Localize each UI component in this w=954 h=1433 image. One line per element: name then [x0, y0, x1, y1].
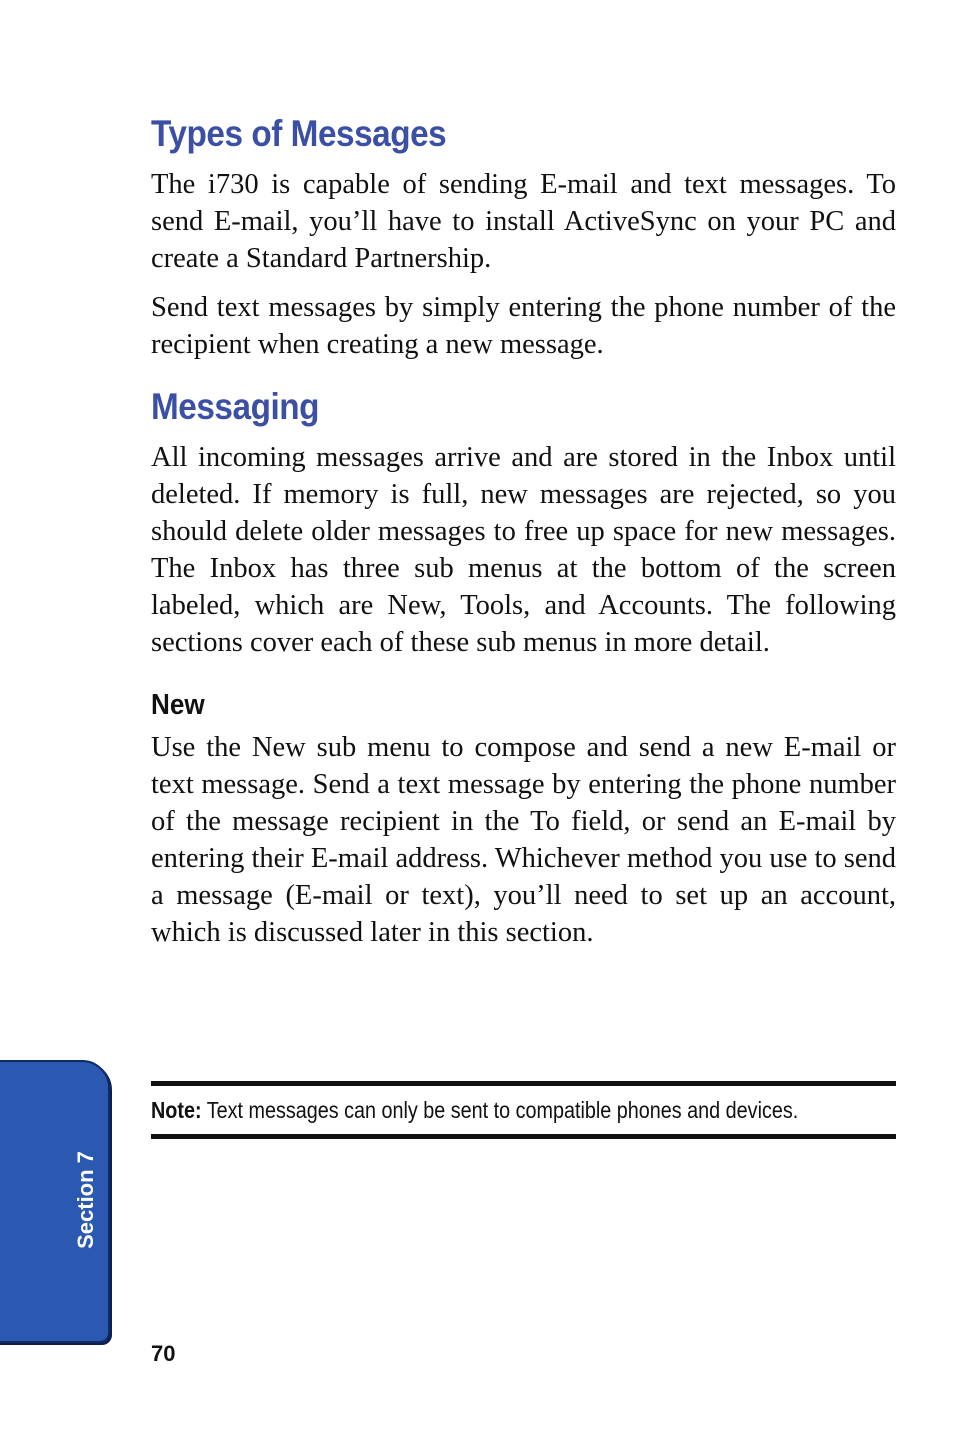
note-label: Note: [151, 1097, 202, 1123]
paragraph-types-2: Send text messages by simply entering the phone number of the recipient when creating a new message. [151, 292, 896, 360]
section-types-of-messages [151, 108, 896, 363]
page-content [151, 108, 896, 963]
section-messaging [151, 381, 896, 661]
note-text [151, 1095, 798, 1125]
note-body: Text messages can only be sent to compatible phones and devices. [201, 1097, 799, 1123]
heading-messaging: Messaging [151, 386, 320, 427]
heading-types-of-messages: Types of Messages [151, 113, 447, 154]
paragraph-messaging-1: All incoming messages arrive and are stored in the Inbox until deleted. If memory is full, new messages are rejected, so you should delete older messages to free up space for new messages. The Inbox has three sub menus at the bottom of the screen labeled, which are New, Tools, and Accounts. The following sections cover each of these sub menus in more detail. [151, 442, 896, 658]
paragraph-types-1: The i730 is capable of sending E-mail and text messages. To send E-mail, you’ll have to install ActiveSync on your PC and create a Standard Partnership. [151, 169, 896, 274]
note-box [151, 1081, 896, 1139]
section-tab-label: Section 7 [73, 1151, 98, 1249]
section-new [151, 685, 896, 951]
page-number: 70 [151, 1341, 176, 1366]
heading-new: New [151, 689, 205, 721]
paragraph-new-1: Use the New sub menu to compose and send a new E-mail or text message. Send a text message by entering the phone number of the message recipient in the To field, or send an E-mail by entering their E-mail address. Whichever method you use to send a message (E-mail or text), you’ll need to set up an account, which is discussed later in this section. [151, 732, 897, 948]
